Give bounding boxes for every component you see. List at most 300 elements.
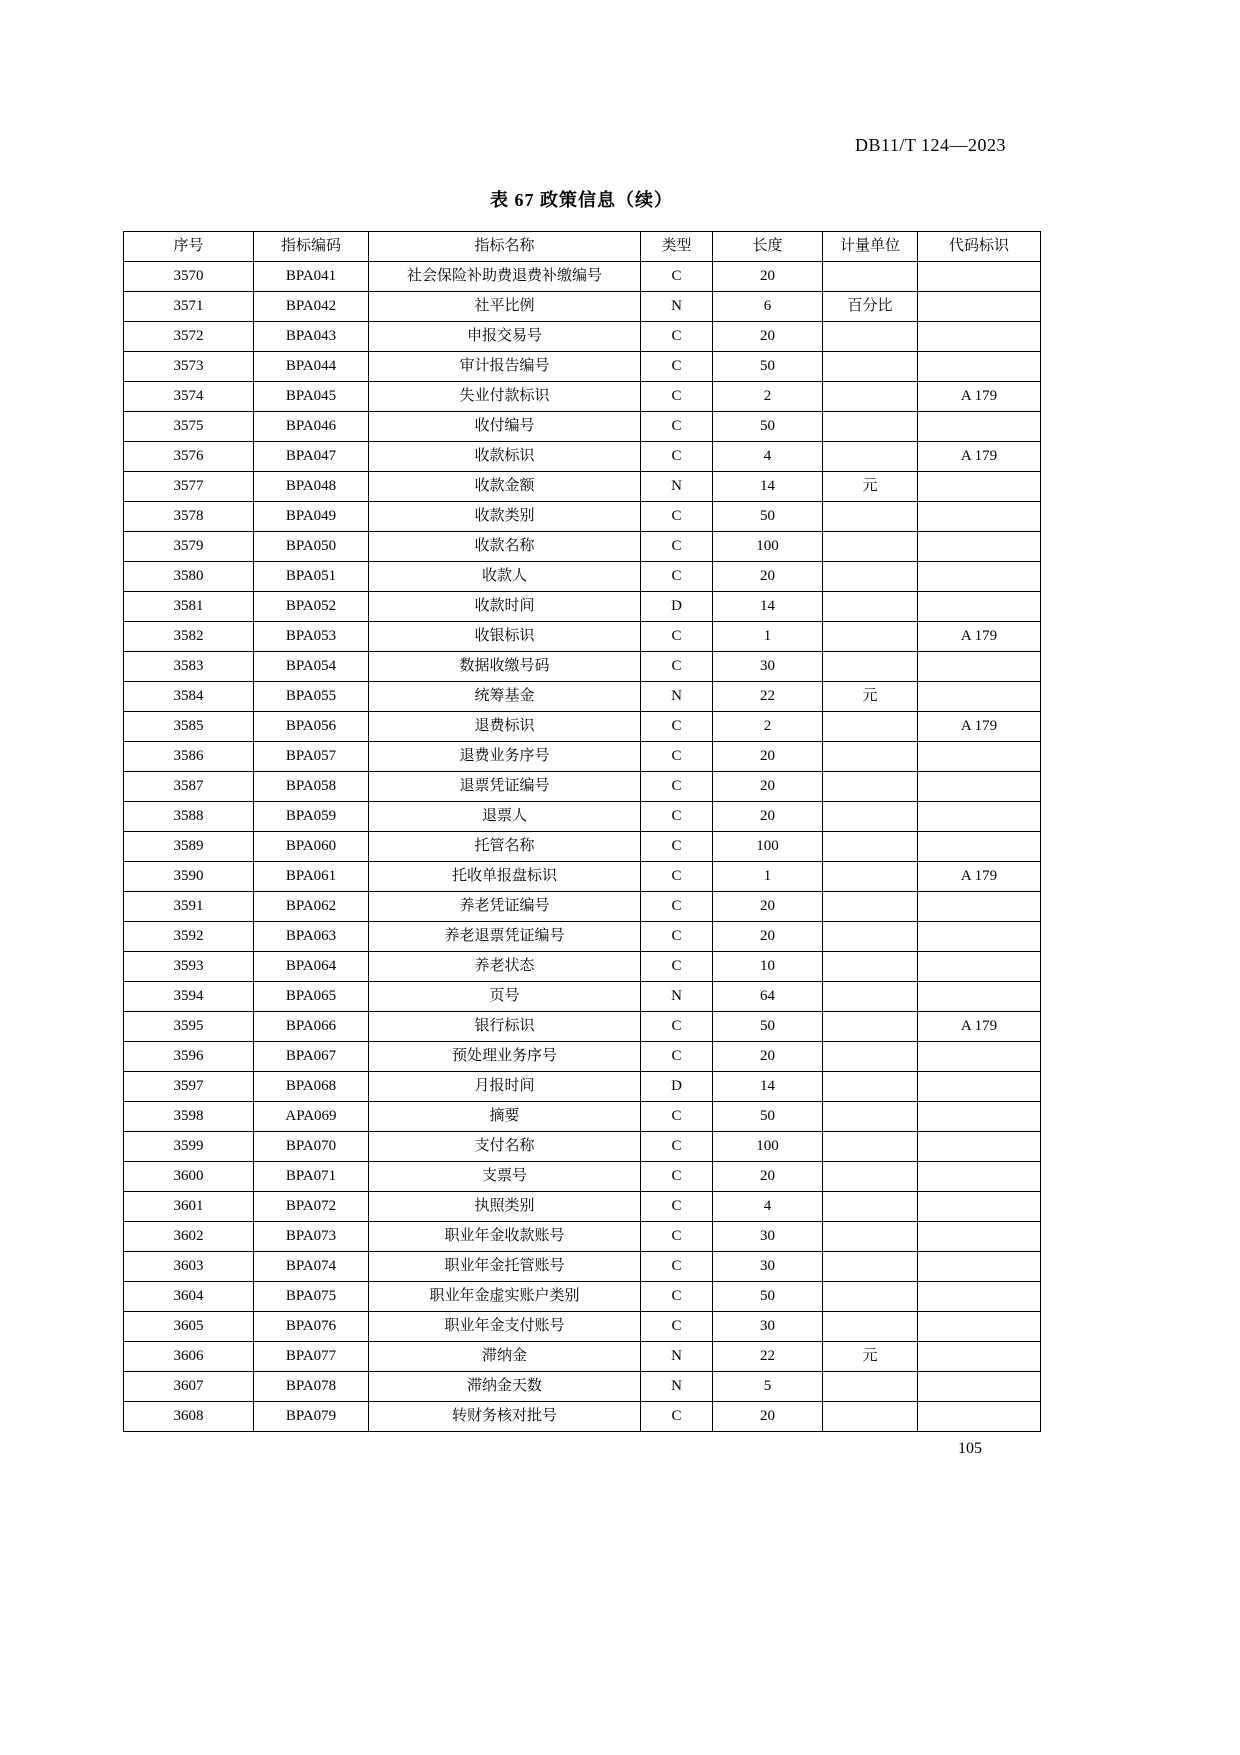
table-row	[124, 502, 1041, 532]
table-cell: A 179	[918, 382, 1041, 412]
table-cell: 3604	[124, 1282, 254, 1312]
table-cell	[823, 562, 918, 592]
table-cell: C	[641, 1282, 713, 1312]
table-row	[124, 1342, 1041, 1372]
table-cell	[918, 1282, 1041, 1312]
column-header: 长度	[713, 232, 823, 262]
table-cell	[918, 1042, 1041, 1072]
table-cell	[918, 1072, 1041, 1102]
table-cell	[823, 862, 918, 892]
table-row	[124, 592, 1041, 622]
table-cell: BPA048	[254, 472, 369, 502]
table-row	[124, 1192, 1041, 1222]
table-row	[124, 472, 1041, 502]
table-cell: BPA066	[254, 1012, 369, 1042]
table-cell	[823, 1072, 918, 1102]
table-cell: 3600	[124, 1162, 254, 1192]
table-cell: C	[641, 562, 713, 592]
table-cell	[823, 652, 918, 682]
table-cell: BPA075	[254, 1282, 369, 1312]
table-cell: A 179	[918, 442, 1041, 472]
table-row	[124, 772, 1041, 802]
table-cell: 5	[713, 1372, 823, 1402]
table-cell: 3578	[124, 502, 254, 532]
table-cell: C	[641, 502, 713, 532]
table-cell: BPA056	[254, 712, 369, 742]
table-cell: 10	[713, 952, 823, 982]
table-cell: 4	[713, 1192, 823, 1222]
table-cell	[918, 1132, 1041, 1162]
table-cell: 3570	[124, 262, 254, 292]
table-cell: BPA052	[254, 592, 369, 622]
table-cell: C	[641, 1222, 713, 1252]
table-cell: BPA043	[254, 322, 369, 352]
table-cell: 1	[713, 622, 823, 652]
table-cell: 3586	[124, 742, 254, 772]
table-cell	[823, 262, 918, 292]
table-cell: 14	[713, 1072, 823, 1102]
table-cell	[823, 1402, 918, 1432]
table-cell: 20	[713, 1162, 823, 1192]
table-cell: BPA050	[254, 532, 369, 562]
table-cell: 30	[713, 1222, 823, 1252]
table-cell: APA069	[254, 1102, 369, 1132]
table-cell: 2	[713, 712, 823, 742]
table-cell: C	[641, 442, 713, 472]
table-cell: 3587	[124, 772, 254, 802]
table-row	[124, 742, 1041, 772]
table-cell: C	[641, 262, 713, 292]
table-cell: 3585	[124, 712, 254, 742]
table-row	[124, 1162, 1041, 1192]
table-cell: N	[641, 1372, 713, 1402]
table-cell	[823, 982, 918, 1012]
table-cell	[823, 412, 918, 442]
table-cell: 20	[713, 772, 823, 802]
table-cell	[918, 1222, 1041, 1252]
table-cell: 收款类别	[369, 502, 641, 532]
table-cell: 预处理业务序号	[369, 1042, 641, 1072]
table-row	[124, 1012, 1041, 1042]
table-cell: BPA076	[254, 1312, 369, 1342]
table-cell	[823, 1312, 918, 1342]
table-cell: BPA064	[254, 952, 369, 982]
table-title: 表 67 政策信息（续）	[490, 190, 673, 210]
table-cell: C	[641, 922, 713, 952]
table-row	[124, 952, 1041, 982]
table-cell: 100	[713, 832, 823, 862]
table-cell: 20	[713, 892, 823, 922]
table-cell: 社会保险补助费退费补缴编号	[369, 262, 641, 292]
table-cell: N	[641, 682, 713, 712]
table-cell: 退票凭证编号	[369, 772, 641, 802]
table-cell: 20	[713, 322, 823, 352]
table-cell: 20	[713, 562, 823, 592]
table-row	[124, 982, 1041, 1012]
table-cell	[823, 922, 918, 952]
table-row	[124, 1072, 1041, 1102]
table-cell: BPA049	[254, 502, 369, 532]
table-cell: 50	[713, 502, 823, 532]
table-cell	[918, 1312, 1041, 1342]
table-cell: N	[641, 982, 713, 1012]
table-cell	[823, 832, 918, 862]
column-header: 指标编码	[254, 232, 369, 262]
table-cell	[918, 532, 1041, 562]
table-cell	[823, 712, 918, 742]
table-cell: BPA054	[254, 652, 369, 682]
table-cell: C	[641, 622, 713, 652]
table-cell: C	[641, 862, 713, 892]
table-cell	[823, 1222, 918, 1252]
table-cell: 3574	[124, 382, 254, 412]
table-cell	[918, 562, 1041, 592]
table-cell: 托管名称	[369, 832, 641, 862]
table-cell: 50	[713, 1282, 823, 1312]
table-cell: 数据收缴号码	[369, 652, 641, 682]
table-cell: 50	[713, 412, 823, 442]
table-cell: 3580	[124, 562, 254, 592]
table-cell: 1	[713, 862, 823, 892]
table-row	[124, 652, 1041, 682]
table-row	[124, 292, 1041, 322]
table-cell	[823, 322, 918, 352]
table-row	[124, 1042, 1041, 1072]
table-cell: BPA057	[254, 742, 369, 772]
table-cell: BPA065	[254, 982, 369, 1012]
table-cell	[823, 742, 918, 772]
table-cell	[918, 1372, 1041, 1402]
table-row	[124, 352, 1041, 382]
table-row	[124, 802, 1041, 832]
table-row	[124, 262, 1041, 292]
table-cell: 3603	[124, 1252, 254, 1282]
table-cell: 3599	[124, 1132, 254, 1162]
table-cell: N	[641, 292, 713, 322]
table-cell: 20	[713, 742, 823, 772]
table-cell: A 179	[918, 862, 1041, 892]
table-cell: 3576	[124, 442, 254, 472]
table-cell	[823, 952, 918, 982]
table-row	[124, 532, 1041, 562]
table-cell: A 179	[918, 622, 1041, 652]
table-cell: BPA055	[254, 682, 369, 712]
table-cell	[823, 382, 918, 412]
table-row	[124, 412, 1041, 442]
table-cell: BPA059	[254, 802, 369, 832]
table-cell: BPA062	[254, 892, 369, 922]
table-row	[124, 712, 1041, 742]
table-cell: 50	[713, 352, 823, 382]
table-cell: 20	[713, 1402, 823, 1432]
table-cell: 50	[713, 1012, 823, 1042]
table-cell: 3577	[124, 472, 254, 502]
table-cell	[918, 352, 1041, 382]
table-row	[124, 1102, 1041, 1132]
table-cell: 3571	[124, 292, 254, 322]
table-cell: 养老状态	[369, 952, 641, 982]
table-cell: 3581	[124, 592, 254, 622]
table-cell: BPA074	[254, 1252, 369, 1282]
table-cell	[823, 502, 918, 532]
table-cell	[918, 1102, 1041, 1132]
table-cell: 页号	[369, 982, 641, 1012]
table-cell: 30	[713, 652, 823, 682]
table-cell: 3593	[124, 952, 254, 982]
table-cell	[918, 1252, 1041, 1282]
table-cell: BPA077	[254, 1342, 369, 1372]
table-cell: BPA073	[254, 1222, 369, 1252]
table-cell: 3598	[124, 1102, 254, 1132]
table-row	[124, 892, 1041, 922]
table-cell: BPA063	[254, 922, 369, 952]
table-cell	[823, 442, 918, 472]
table-cell: 3584	[124, 682, 254, 712]
table-cell	[918, 802, 1041, 832]
table-cell: 收款时间	[369, 592, 641, 622]
table-cell: 3583	[124, 652, 254, 682]
table-cell	[918, 292, 1041, 322]
table-cell: C	[641, 412, 713, 442]
column-header: 计量单位	[823, 232, 918, 262]
table-cell	[918, 892, 1041, 922]
table-cell: C	[641, 832, 713, 862]
table-cell: C	[641, 1402, 713, 1432]
table-cell	[918, 412, 1041, 442]
table-cell	[823, 1162, 918, 1192]
table-header-row	[124, 232, 1041, 262]
table-row	[124, 382, 1041, 412]
table-cell: C	[641, 1012, 713, 1042]
table-cell: 3573	[124, 352, 254, 382]
table-cell: BPA047	[254, 442, 369, 472]
table-cell	[823, 772, 918, 802]
table-cell: 社平比例	[369, 292, 641, 322]
table-cell	[918, 262, 1041, 292]
table-cell: 摘要	[369, 1102, 641, 1132]
table-cell	[918, 322, 1041, 352]
table-cell: C	[641, 1312, 713, 1342]
table-cell	[918, 952, 1041, 982]
table-cell	[823, 1372, 918, 1402]
table-cell: BPA078	[254, 1372, 369, 1402]
table-cell: C	[641, 322, 713, 352]
table-cell: BPA051	[254, 562, 369, 592]
table-cell: C	[641, 1192, 713, 1222]
table-cell: BPA072	[254, 1192, 369, 1222]
table-cell: 收款名称	[369, 532, 641, 562]
table-cell: 20	[713, 922, 823, 952]
table-row	[124, 622, 1041, 652]
table-cell: 收款金额	[369, 472, 641, 502]
doc-code: DB11/T 124—2023	[854, 135, 1006, 155]
table-row	[124, 322, 1041, 352]
policy-info-table	[123, 231, 1041, 1432]
table-cell: 30	[713, 1252, 823, 1282]
table-cell: 3590	[124, 862, 254, 892]
table-cell: C	[641, 1042, 713, 1072]
table-cell: 3575	[124, 412, 254, 442]
table-cell: BPA067	[254, 1042, 369, 1072]
table-cell: 20	[713, 262, 823, 292]
table-row	[124, 1252, 1041, 1282]
table-cell: BPA058	[254, 772, 369, 802]
table-cell	[918, 742, 1041, 772]
table-cell	[823, 1042, 918, 1072]
table-cell: 3597	[124, 1072, 254, 1102]
table-cell	[918, 1342, 1041, 1372]
table-cell: BPA060	[254, 832, 369, 862]
table-row	[124, 1132, 1041, 1162]
table-cell: 退费标识	[369, 712, 641, 742]
table-cell: D	[641, 1072, 713, 1102]
page-number: 105	[958, 1440, 982, 1457]
table-cell: 职业年金虚实账户类别	[369, 1282, 641, 1312]
table-body	[124, 262, 1041, 1432]
table-cell	[918, 1162, 1041, 1192]
table-cell	[823, 1102, 918, 1132]
table-cell	[918, 1402, 1041, 1432]
table-cell: 元	[823, 1342, 918, 1372]
column-header: 序号	[124, 232, 254, 262]
table-cell: 3601	[124, 1192, 254, 1222]
table-cell	[823, 892, 918, 922]
table-cell: 滞纳金天数	[369, 1372, 641, 1402]
table-cell: 6	[713, 292, 823, 322]
table-cell	[823, 1132, 918, 1162]
table-cell: BPA044	[254, 352, 369, 382]
table-cell: C	[641, 352, 713, 382]
table-cell	[823, 802, 918, 832]
table-cell: 3608	[124, 1402, 254, 1432]
table-cell: 4	[713, 442, 823, 472]
table-cell: 退费业务序号	[369, 742, 641, 772]
table-cell: 收款人	[369, 562, 641, 592]
table-cell: 托收单报盘标识	[369, 862, 641, 892]
table-row	[124, 1222, 1041, 1252]
table-cell: 银行标识	[369, 1012, 641, 1042]
table-cell	[918, 472, 1041, 502]
table-cell: C	[641, 1252, 713, 1282]
table-cell: BPA071	[254, 1162, 369, 1192]
table-cell	[918, 1192, 1041, 1222]
table-cell: C	[641, 772, 713, 802]
table-cell: C	[641, 742, 713, 772]
table-cell	[823, 592, 918, 622]
table-cell	[918, 982, 1041, 1012]
table-cell: C	[641, 382, 713, 412]
table-cell: 30	[713, 1312, 823, 1342]
table-cell: 收款标识	[369, 442, 641, 472]
table-row	[124, 862, 1041, 892]
table-cell: C	[641, 892, 713, 922]
table-row	[124, 562, 1041, 592]
table-cell: 3595	[124, 1012, 254, 1042]
table-cell: N	[641, 1342, 713, 1372]
table-cell	[918, 772, 1041, 802]
table-cell: 3606	[124, 1342, 254, 1372]
table-cell: BPA046	[254, 412, 369, 442]
table-cell: C	[641, 652, 713, 682]
table-cell: 转财务核对批号	[369, 1402, 641, 1432]
table-cell: 统筹基金	[369, 682, 641, 712]
table-cell: 执照类别	[369, 1192, 641, 1222]
table-cell: 20	[713, 1042, 823, 1072]
table-cell: 元	[823, 682, 918, 712]
table-cell: 退票人	[369, 802, 641, 832]
table-cell: 100	[713, 532, 823, 562]
table-cell: BPA070	[254, 1132, 369, 1162]
table-cell: 滞纳金	[369, 1342, 641, 1372]
table-cell: 3588	[124, 802, 254, 832]
table-cell: 养老退票凭证编号	[369, 922, 641, 952]
table-cell	[823, 532, 918, 562]
table-cell: BPA041	[254, 262, 369, 292]
table-cell: 月报时间	[369, 1072, 641, 1102]
table-cell: 3582	[124, 622, 254, 652]
table-cell	[918, 592, 1041, 622]
table-cell: 支票号	[369, 1162, 641, 1192]
table-cell: 申报交易号	[369, 322, 641, 352]
table-cell: C	[641, 1102, 713, 1132]
table-cell: 100	[713, 1132, 823, 1162]
table-cell: 22	[713, 682, 823, 712]
table-cell: 职业年金支付账号	[369, 1312, 641, 1342]
table-cell: 失业付款标识	[369, 382, 641, 412]
table-row	[124, 1402, 1041, 1432]
table-cell: 收付编号	[369, 412, 641, 442]
table-cell	[823, 1192, 918, 1222]
table-cell: C	[641, 712, 713, 742]
table-cell: 百分比	[823, 292, 918, 322]
table-cell: N	[641, 472, 713, 502]
table-cell: BPA079	[254, 1402, 369, 1432]
column-header: 指标名称	[369, 232, 641, 262]
table-cell	[823, 352, 918, 382]
table-cell	[918, 832, 1041, 862]
table-cell: 养老凭证编号	[369, 892, 641, 922]
table-cell: C	[641, 952, 713, 982]
table-cell	[823, 1252, 918, 1282]
table-cell	[918, 652, 1041, 682]
table-cell	[918, 922, 1041, 952]
table-cell: C	[641, 1162, 713, 1192]
table-cell: C	[641, 802, 713, 832]
table-cell: 3605	[124, 1312, 254, 1342]
table-row	[124, 1372, 1041, 1402]
table-cell: 3589	[124, 832, 254, 862]
table-cell: A 179	[918, 712, 1041, 742]
table-cell: 64	[713, 982, 823, 1012]
table-cell: C	[641, 1132, 713, 1162]
table-cell: D	[641, 592, 713, 622]
table-cell: 审计报告编号	[369, 352, 641, 382]
table-cell: 支付名称	[369, 1132, 641, 1162]
column-header: 代码标识	[918, 232, 1041, 262]
table-cell: 3602	[124, 1222, 254, 1252]
table-cell	[823, 1012, 918, 1042]
table-cell: 3591	[124, 892, 254, 922]
table-cell: 22	[713, 1342, 823, 1372]
column-header: 类型	[641, 232, 713, 262]
table-cell: 14	[713, 472, 823, 502]
table-cell: 3596	[124, 1042, 254, 1072]
table-cell: BPA042	[254, 292, 369, 322]
table-row	[124, 1282, 1041, 1312]
table-cell	[823, 622, 918, 652]
table-cell: BPA061	[254, 862, 369, 892]
table-cell: 3594	[124, 982, 254, 1012]
